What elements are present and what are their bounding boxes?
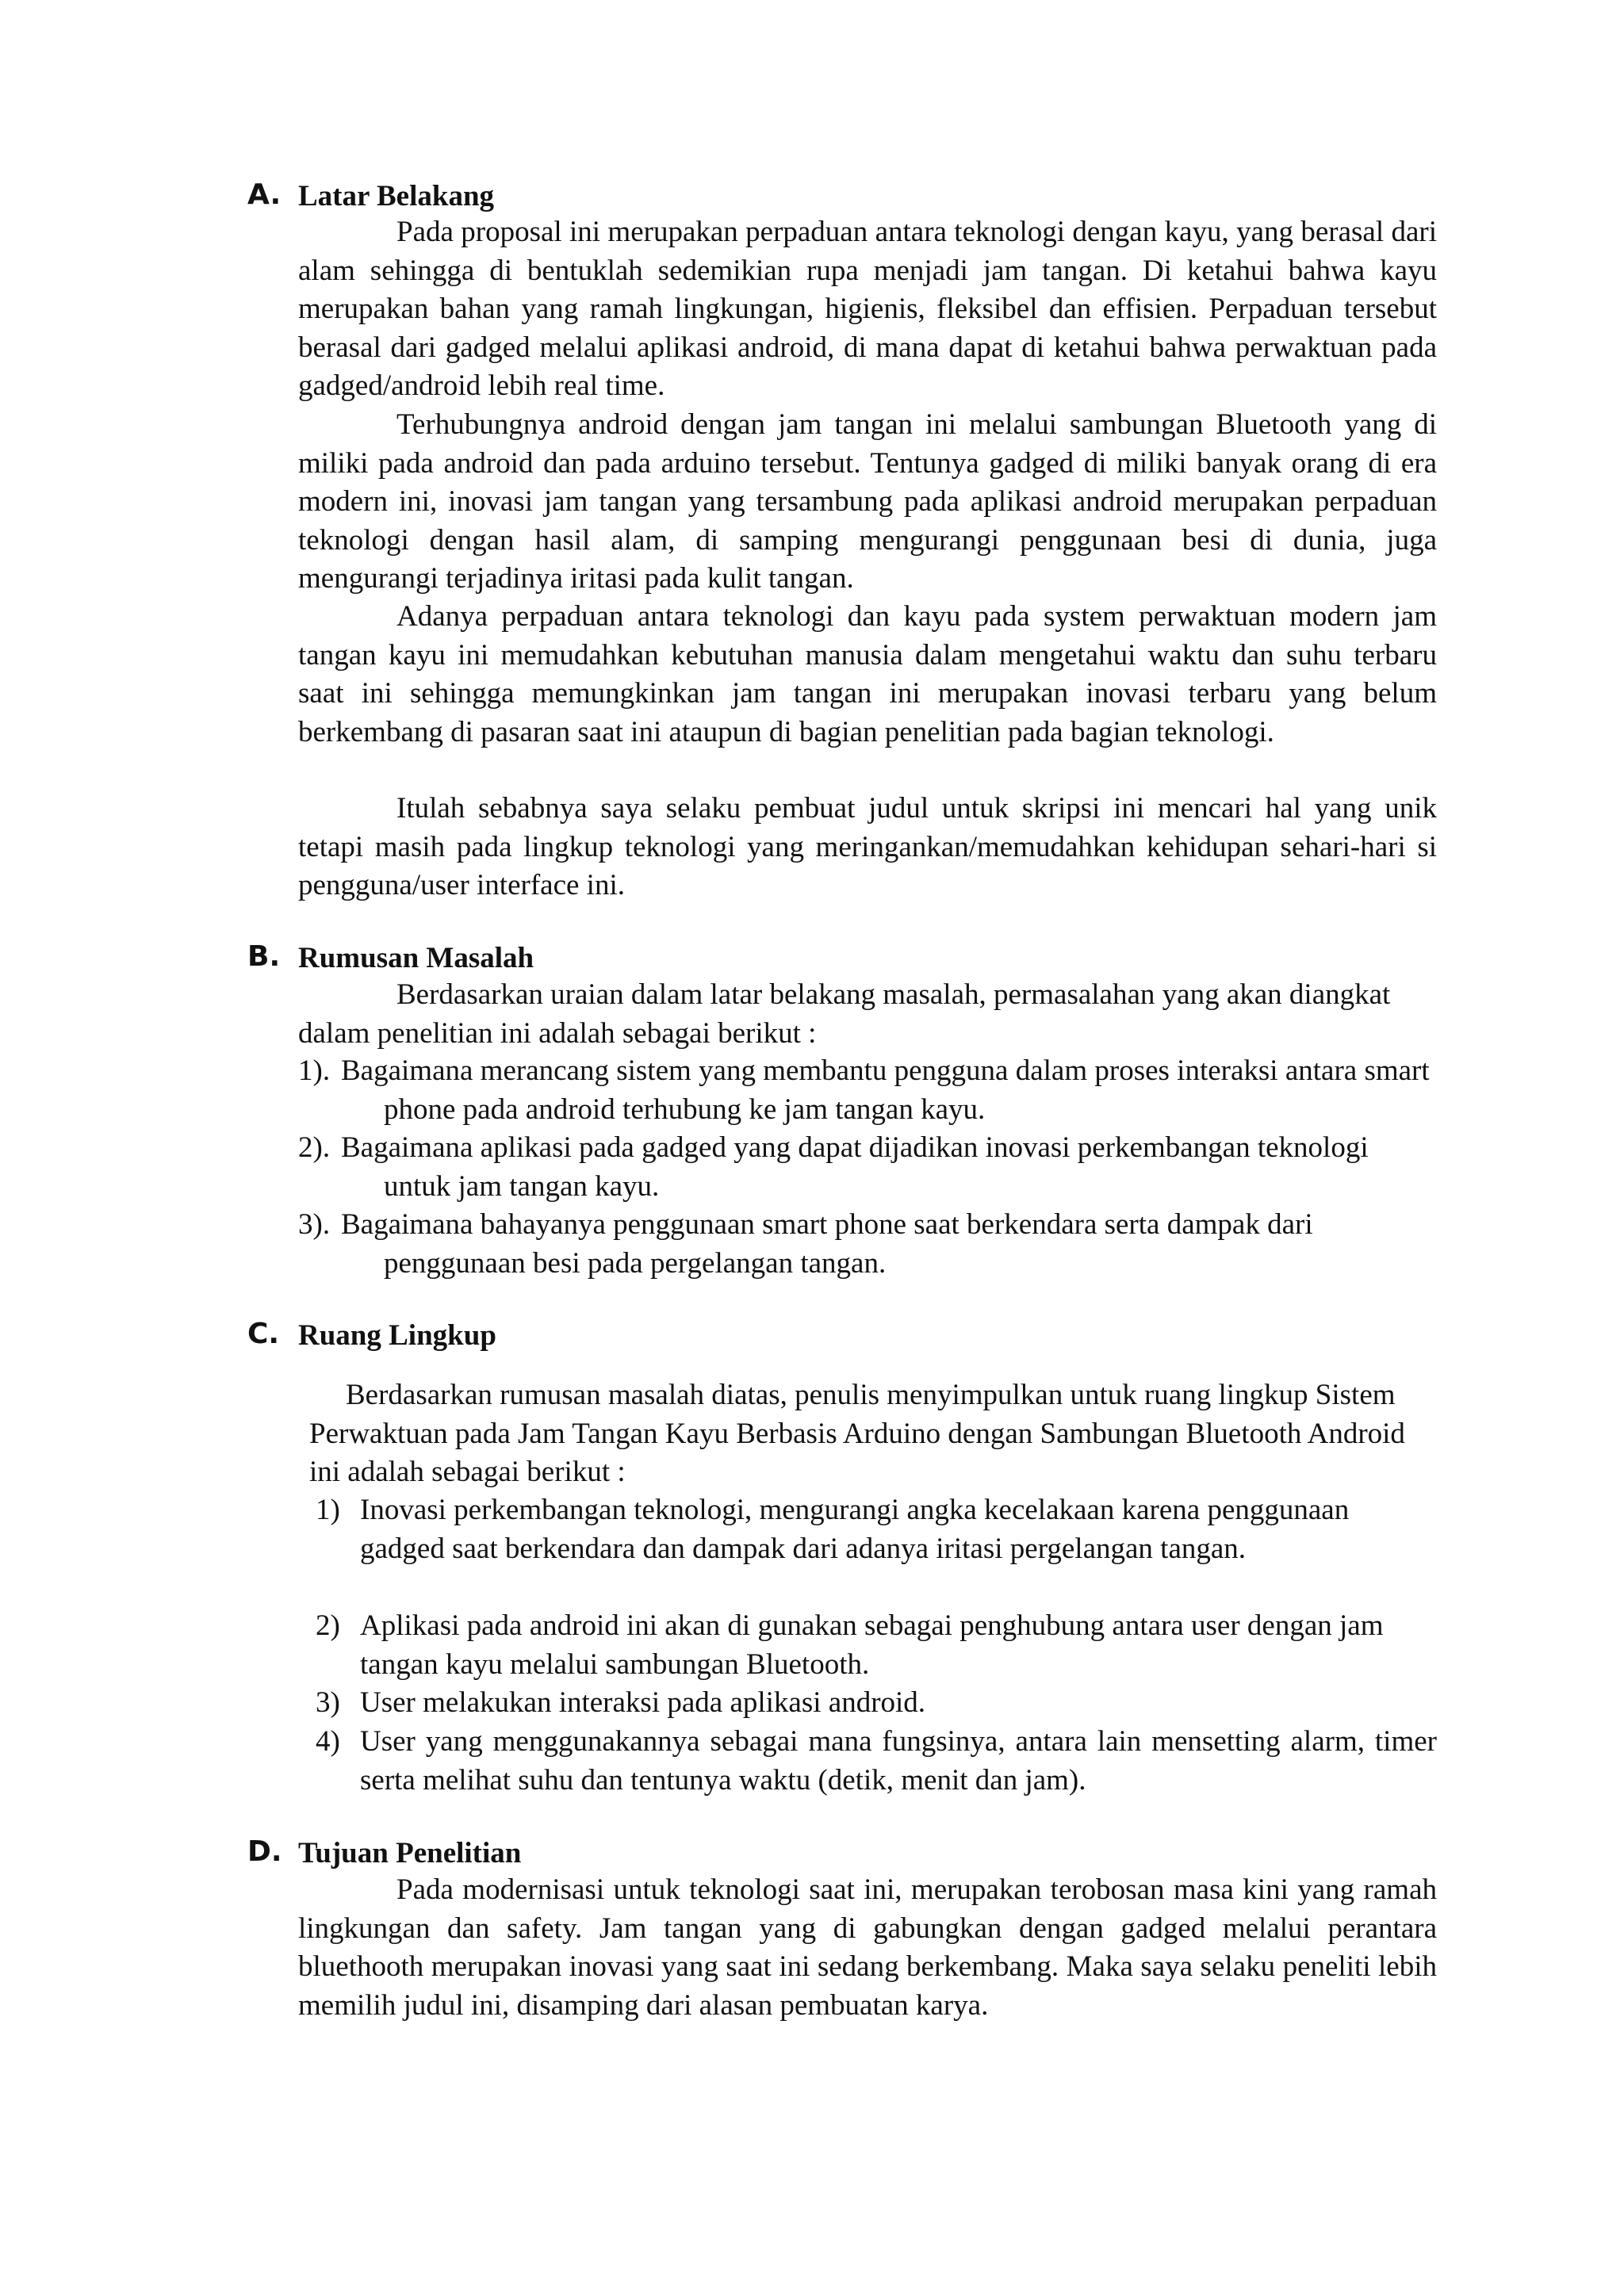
- section-letter: D.: [247, 1835, 282, 1868]
- paragraph: Terhubungnya android dengan jam tangan ini melalui sambungan Bluetooth yang di miliki pada android dan pada arduino tersebut. Tentunya gadged di miliki banyak orang di era modern ini, inovasi jam tangan yang tersambung pada aplikasi android merupakan perpaduan teknologi dengan hasil alam, di samping mengurangi penggunaan besi di dunia, juga mengurangi terjadinya iritasi pada kulit tangan.: [298, 408, 1437, 595]
- list-number: 1).: [298, 1054, 331, 1087]
- paragraph: Adanya perpaduan antara teknologi dan kayu pada system perwaktuan modern jam tangan kayu ini memudahkan kebutuhan manusia dalam mengetahui waktu dan suhu terbaru saat ini sehingga memungkinkan jam tangan ini merupakan inovasi terbaru yang belum berkembang di pasaran saat ini ataupun di bagian penelitian pada bagian teknologi.: [298, 600, 1437, 748]
- section-heading: Rumusan Masalah: [298, 942, 534, 974]
- section-heading: Latar Belakang: [298, 180, 495, 212]
- list-number: 2): [316, 1609, 340, 1642]
- section-letter: B.: [247, 940, 281, 973]
- list-number: 4): [316, 1725, 340, 1758]
- list-text: Bagaimana bahayanya penggunaan smart phone saat berkendara serta dampak dari penggunaan besi pada pergelangan tangan.: [341, 1208, 1313, 1280]
- list-text: User yang menggunakannya sebagai mana fungsinya, antara lain mensetting alarm, timer serta melihat suhu dan tentunya waktu (detik, menit dan jam).: [360, 1725, 1437, 1797]
- paragraph: Pada modernisasi untuk teknologi saat ini, merupakan terobosan masa kini yang ramah lingkungan dan safety. Jam tangan yang di gabungkan dengan gadged melalui perantara bluethooth merupakan inovasi yang saat ini sedang berkembang. Maka saya selaku peneliti lebih memilih judul ini, disamping dari alasan pembuatan karya.: [298, 1873, 1437, 2022]
- section-letter: A.: [247, 178, 282, 211]
- list-number: 3): [316, 1686, 340, 1719]
- list-item: [316, 1491, 1437, 1568]
- list-item: [316, 1607, 1437, 1684]
- list-item: [316, 1684, 1437, 1723]
- paragraph: Itulah sebabnya saya selaku pembuat judul untuk skripsi ini mencari hal yang unik tetapi masih pada lingkup teknologi yang meringankan/memudahkan kehidupan sehari-hari si pengguna/user interface ini.: [298, 792, 1437, 902]
- section-letter: C.: [247, 1318, 280, 1350]
- list-number: 2).: [298, 1131, 331, 1164]
- list-item: [298, 1129, 1440, 1206]
- section-heading: Tujuan Penelitian: [298, 1837, 522, 1869]
- list-number: 3).: [298, 1208, 331, 1241]
- list-item: [298, 1052, 1440, 1129]
- list-text: Aplikasi pada android ini akan di gunakan sebagai penghubung antara user dengan jam tangan kayu melalui sambungan Bluetooth.: [360, 1609, 1384, 1681]
- list-text: Inovasi perkembangan teknologi, mengurangi angka kecelakaan karena penggunaan gadged saat berkendara dan dampak dari adanya iritasi pergelangan tangan.: [360, 1494, 1350, 1565]
- paragraph: Pada proposal ini merupakan perpaduan antara teknologi dengan kayu, yang berasal dari alam sehingga di bentuklah sedemikian rupa menjadi jam tangan. Di ketahui bahwa kayu merupakan bahan yang ramah lingkungan, higienis, fleksibel dan effisien. Perpaduan tersebut berasal dari gadged melalui aplikasi android, di mana dapat di ketahui bahwa perwaktuan pada gadged/android lebih real time.: [298, 216, 1437, 403]
- list-text: Bagaimana aplikasi pada gadged yang dapat dijadikan inovasi perkembangan teknologi untuk jam tangan kayu.: [341, 1131, 1369, 1203]
- list-text: Bagaimana merancang sistem yang membantu pengguna dalam proses interaksi antara smart phone pada android terhubung ke jam tangan kayu.: [341, 1054, 1430, 1126]
- list-number: 1): [316, 1494, 340, 1526]
- paragraph: Berdasarkan uraian dalam latar belakang masalah, permasalahan yang akan diangkat dalam penelitian ini adalah sebagai berikut :: [298, 978, 1391, 1050]
- list-item: [298, 1206, 1440, 1283]
- list-text: User melakukan interaksi pada aplikasi android.: [360, 1686, 926, 1719]
- list-item: [316, 1723, 1437, 1800]
- paragraph: Berdasarkan rumusan masalah diatas, penulis menyimpulkan untuk ruang lingkup Sistem Perwaktuan pada Jam Tangan Kayu Berbasis Arduino dengan Sambungan Bluetooth Android ini adalah sebagai berikut :: [309, 1379, 1405, 1489]
- section-heading: Ruang Lingkup: [298, 1319, 496, 1352]
